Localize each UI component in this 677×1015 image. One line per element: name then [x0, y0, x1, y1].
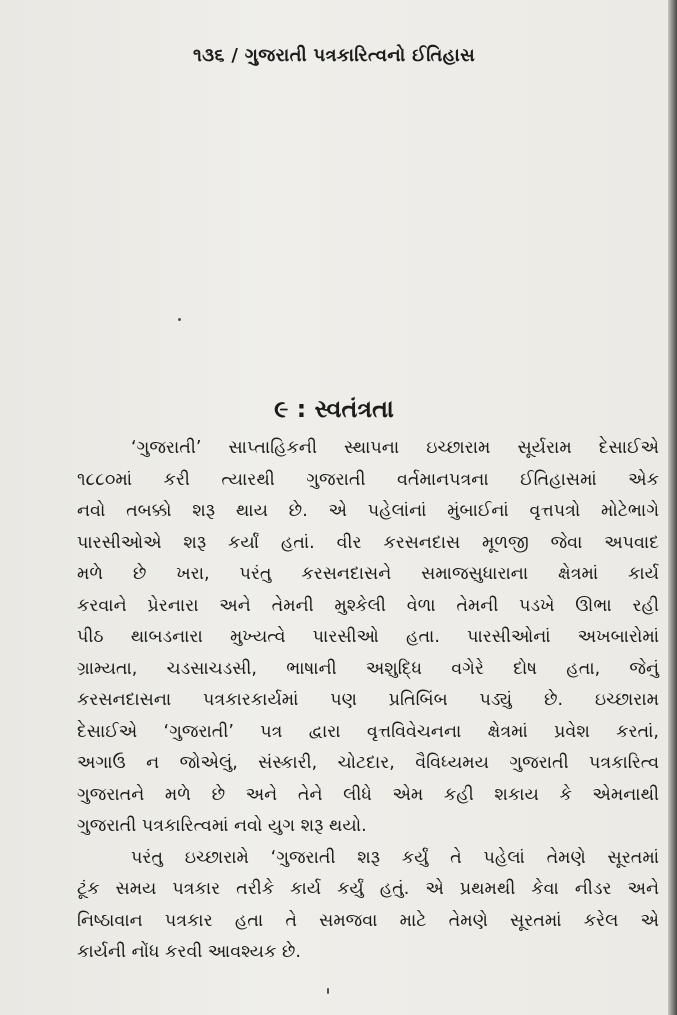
- text-line: દેસાઈએ ‘ગુજરાતી’ પત્ર દ્વારા વૃત્તવિવેચનના ક્ષેત્રમાં પ્રવેશ કરતાં,: [77, 721, 659, 742]
- text-line: મળે છે ખરા, પરંતુ કરસનદાસને સમાજસુધારાના ક્ષેત્રમાં કાર્ય: [77, 564, 659, 584]
- text-line: પરંતુ ઇચ્છારામે ‘ગુજરાતી શરૂ કર્યું તે પહેલાં તેમણે સૂરતમાં: [131, 847, 659, 868]
- text-line: ટૂંક સમય પત્રકાર તરીકે કાર્ય કર્યું હતું. એ પ્રથમથી કેવા નીડર અને: [77, 879, 659, 899]
- text-line: ૧૮૮૦માં કરી ત્યારથી ગુજરાતી વર્તમાનપત્રના ઈતિહાસમાં એક: [77, 469, 659, 490]
- show-through-text: [60, 95, 645, 375]
- chapter-title: ૯ : સ્વતંત્રતા: [274, 395, 394, 423]
- text-line: ગુજરાતી પત્રકારિત્વમાં નવો યુગ શરૂ થયો.: [77, 816, 367, 836]
- text-line: નિષ્ઠાવાન પત્રકાર હતા તે સમજવા માટે તેમણે સૂરતમાં કરેલ એ: [77, 910, 659, 931]
- text-line: ગુજરાતને મળે છે અને તેને લીધે એમ કહી શકાય કે એમનાથી: [77, 784, 659, 805]
- text-line: કરસનદાસના પત્રકારકાર્યમાં પણ પ્રતિબિંબ પડ્યું છે. ઇચ્છારામ: [77, 690, 659, 710]
- text-line: ‘ગુજરાતી’ સાપ્તાહિકની સ્થાપના ઇચ્છારામ સૂર્યરામ દેસાઈએ: [131, 438, 659, 458]
- body-text: [77, 433, 659, 969]
- text-line: પારસીઓએ શરૂ કર્યાં હતાં. વીર કરસનદાસ મૂળજી જેવા અપવાદ: [77, 532, 659, 553]
- book-spine-shadow: [668, 0, 677, 1015]
- text-line: કરવાને પ્રેરનારા અને તેમની મુશ્કેલી વેળા તેમની પડખે ઊભા રહી: [77, 595, 659, 616]
- text-line: ગ્રામ્યતા, ચડસાચડસી, ભાષાની અશુદ્ધિ વગેરે દોષ હતા, જેનું: [77, 658, 659, 679]
- paper-speck: [327, 988, 329, 994]
- text-line: અગાઉ ન જોએલું, સંસ્કારી, ચોટદાર, વૈવિધ્યમય ગુજરાતી પત્રકારિત્વ: [77, 753, 659, 773]
- text-line: નવો તબક્કો શરૂ થાય છે. એ પહેલાંનાં મુંબાઈનાં વૃત્તપત્રો મોટેભાગે: [77, 501, 659, 521]
- running-head: ૧૩૬ / ગુજરાતી પત્રકારિત્વનો ઈતિહાસ: [193, 45, 475, 66]
- text-line: પીઠ થાબડનારા મુખ્યત્વે પારસીઓ હતા. પારસીઓનાં અખબારોમાં: [77, 627, 659, 647]
- paper-speck: [178, 318, 181, 321]
- text-line: કાર્યની નોંધ કરવી આવશ્યક છે.: [77, 942, 301, 962]
